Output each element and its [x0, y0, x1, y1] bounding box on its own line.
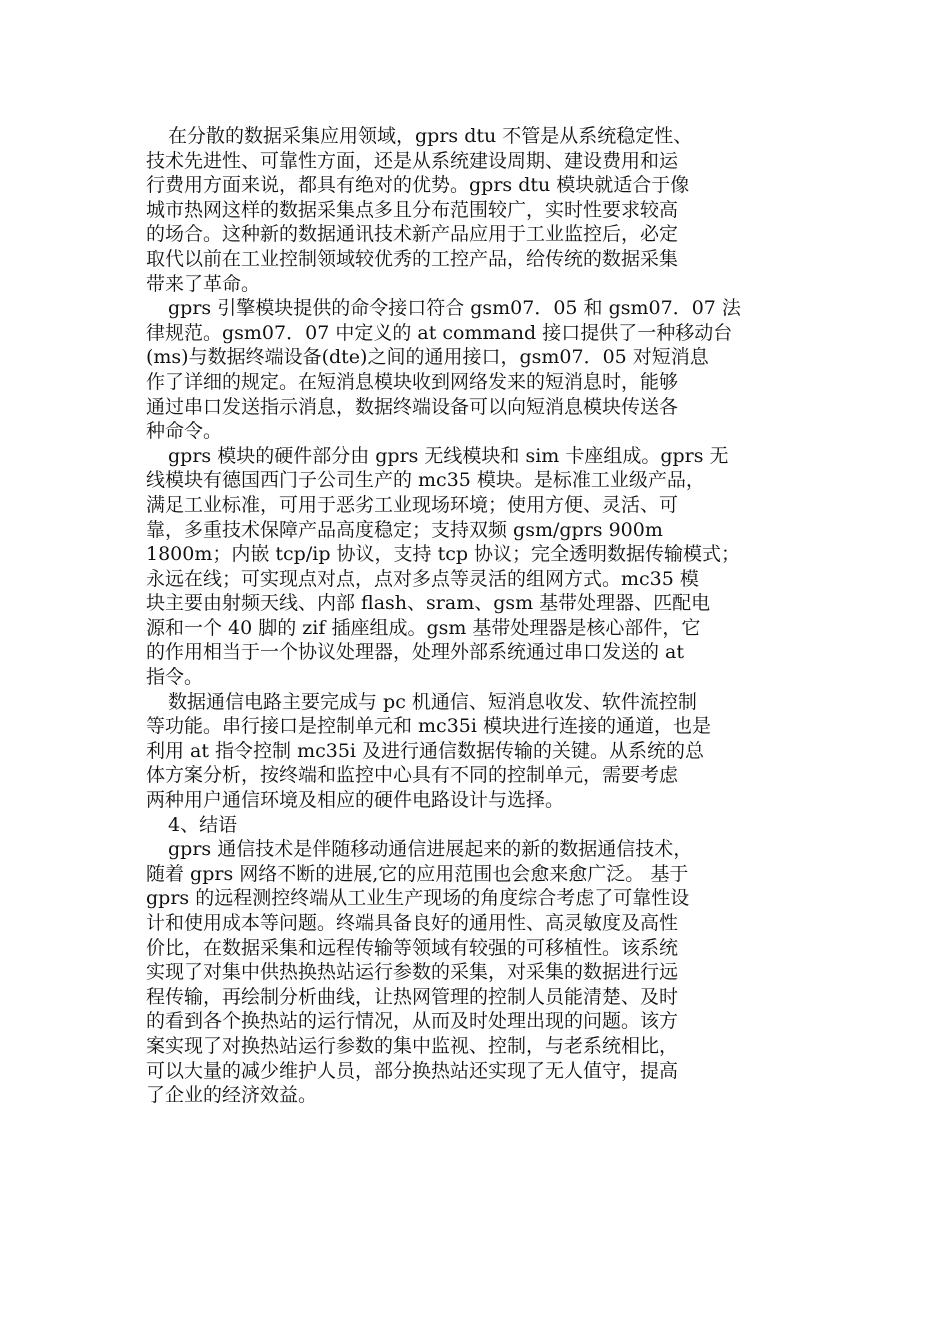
text-line: gprs 通信技术是伴随移动通信进展起来的新的数据通信技术，: [168, 838, 693, 861]
text-line: 程传输，再绘制分析曲线，让热网管理的控制人员能清楚、及时: [146, 985, 679, 1008]
text-line: 带来了革命。: [146, 272, 261, 295]
text-line: 永远在线；可实现点对点，点对多点等灵活的组网方式。mc35 模: [146, 567, 699, 590]
text-line: 等功能。串行接口是控制单元和 mc35i 模块进行连接的通道，也是: [146, 715, 711, 738]
text-line: 种命令。: [146, 420, 223, 443]
text-line: 价比，在数据采集和远程传输等领域有较强的可移植性。该系统: [146, 936, 679, 959]
text-line: 通过串口发送指示消息，数据终端设备可以向短消息模块传送各: [146, 395, 679, 418]
text-line: 体方案分析，按终端和监控中心具有不同的控制单元，需要考虑: [146, 764, 679, 787]
text-line: 可以大量的减少维护人员，部分换热站还实现了无人值守，提高: [146, 1059, 679, 1082]
text-line: 1800m；内嵌 tcp/ip 协议，支持 tcp 协议；完全透明数据传输模式；: [146, 543, 741, 566]
text-line: 的看到各个换热站的运行情况，从而及时处理出现的问题。该方: [146, 1010, 679, 1033]
text-line: 两种用户通信环境及相应的硬件电路设计与选择。: [146, 789, 565, 812]
text-line: 作了详细的规定。在短消息模块收到网络发来的短消息时，能够: [146, 370, 679, 393]
text-line: 数据通信电路主要完成与 pc 机通信、短消息收发、软件流控制: [168, 690, 697, 713]
text-line: 城市热网这样的数据采集点多且分布范围较广，实时性要求较高: [146, 198, 679, 221]
paragraph-hardware-module: [146, 444, 796, 690]
text-line: 利用 at 指令控制 mc35i 及进行通信数据传输的关键。从系统的总: [146, 739, 705, 762]
text-line: 线模块有德国西门子公司生产的 mc35 模块。是标准工业级产品，: [146, 469, 705, 492]
text-line: 随着 gprs 网络不断的进展,它的应用范围也会愈来愈广泛。 基于: [146, 862, 689, 885]
text-line: gprs 引擎模块提供的命令接口符合 gsm07．05 和 gsm07．07 法: [168, 297, 741, 320]
text-line: 的作用相当于一个协议处理器，处理外部系统通过串口发送的 at: [146, 641, 685, 664]
document-body: [146, 124, 796, 1108]
text-line: 源和一个 40 脚的 zif 插座组成。gsm 基带处理器是核心部件，它: [146, 616, 701, 639]
text-line: gprs 模块的硬件部分由 gprs 无线模块和 sim 卡座组成。gprs 无: [168, 444, 729, 467]
paragraph-command-interface: [146, 296, 796, 444]
text-line: 律规范。gsm07．07 中定义的 at command 接口提供了一种移动台: [146, 321, 733, 344]
text-line: 在分散的数据采集应用领域，gprs dtu 不管是从系统稳定性、: [168, 125, 693, 147]
section-heading-conclusion: [146, 813, 796, 838]
text-line: 行费用方面来说，都具有绝对的优势。gprs dtu 模块就适合于像: [146, 174, 690, 197]
text-line: (ms)与数据终端设备(dte)之间的通用接口，gsm07．05 对短消息: [146, 346, 709, 369]
text-line: 块主要由射频天线、内部 flash、sram、gsm 基带处理器、匹配电: [146, 592, 711, 615]
text-line: 实现了对集中供热换热站运行参数的采集，对采集的数据进行远: [146, 961, 679, 984]
text-line: 满足工业标准，可用于恶劣工业现场环境；使用方便、灵活、可: [146, 493, 679, 516]
text-line: 靠，多重技术保障产品高度稳定；支持双频 gsm/gprs 900m: [146, 518, 663, 541]
paragraph-gprs-dtu-advantages: [146, 124, 796, 296]
text-line: 技术先进性、可靠性方面，还是从系统建设周期、建设费用和运: [146, 149, 679, 172]
section-heading: 4、结语: [168, 813, 238, 836]
text-line: 计和使用成本等问题。终端具备良好的通用性、高灵敏度及高性: [146, 912, 679, 934]
text-line: 案实现了对换热站运行参数的集中监视、控制，与老系统相比，: [146, 1034, 679, 1057]
paragraph-conclusion: [146, 837, 796, 1108]
paragraph-communication-circuit: [146, 690, 796, 813]
text-line: gprs 的远程测控终端从工业生产现场的角度综合考虑了可靠性设: [146, 887, 690, 910]
text-line: 指令。: [146, 666, 204, 689]
text-line: 了企业的经济效益。: [146, 1084, 318, 1107]
text-line: 取代以前在工业控制领域较优秀的工控产品，给传统的数据采集: [146, 247, 679, 270]
text-line: 的场合。这种新的数据通讯技术新产品应用于工业监控后，必定: [146, 223, 679, 246]
